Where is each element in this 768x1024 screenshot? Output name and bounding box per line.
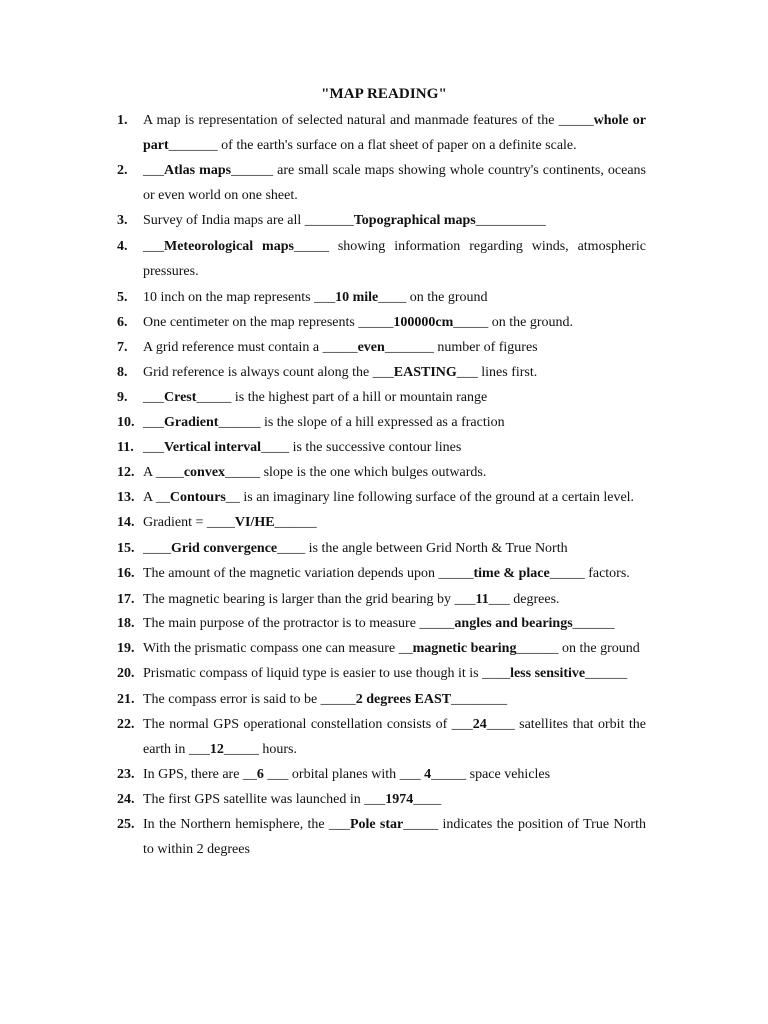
- answer: 6: [256, 767, 264, 782]
- question-text: In the Northern hemisphere, the ___Pole star_____ indicates the position of True North to within 2 degrees: [143, 817, 646, 857]
- question-number: 14.: [117, 515, 135, 530]
- answer: 12: [209, 742, 224, 757]
- question-text: The normal GPS operational constellation consists of ___24____ satellites that orbit the earth in ___12_____ hours.: [143, 717, 646, 757]
- question-text: In GPS, there are __6 ___ orbital planes with ___ 4_____ space vehicles: [143, 767, 551, 782]
- question-text: A grid reference must contain a _____even_______ number of figures: [143, 340, 538, 355]
- question-number: 9.: [117, 390, 128, 405]
- question-text: ___Atlas maps______ are small scale maps showing whole country's continents, oceans or even world on one sheet.: [143, 163, 646, 203]
- answer: 100000cm: [393, 315, 454, 330]
- question-text: 10 inch on the map represents ___10 mile____ on the ground: [143, 290, 488, 305]
- question-text: A ____convex_____ slope is the one which bulges outwards.: [143, 465, 487, 480]
- question-number: 6.: [117, 315, 128, 330]
- question-number: 13.: [117, 490, 135, 505]
- question-number: 15.: [117, 541, 135, 556]
- question-number: 18.: [117, 616, 135, 631]
- question-number: 3.: [117, 213, 128, 228]
- question-number: 25.: [117, 817, 135, 832]
- question-number: 10.: [117, 415, 135, 430]
- question-text: ____Grid convergence____ is the angle between Grid North & True North: [143, 541, 568, 556]
- question-text: One centimeter on the map represents _____100000cm_____ on the ground.: [143, 315, 574, 330]
- answer: Vertical interval: [164, 440, 262, 455]
- question-number: 11.: [117, 440, 134, 455]
- question-text: ___Meteorological maps_____ showing information regarding winds, atmospheric pressures.: [143, 239, 647, 279]
- question-text: A __Contours__ is an imaginary line following surface of the ground at a certain level.: [143, 490, 635, 505]
- question-number: 22.: [117, 717, 135, 732]
- question-number: 24.: [117, 792, 135, 807]
- answer: Contours: [169, 490, 226, 505]
- answer: 24: [472, 717, 487, 732]
- question-number: 20.: [117, 666, 135, 681]
- answer: VI/HE: [234, 515, 275, 530]
- answer: 4: [424, 767, 432, 782]
- question-number: 16.: [117, 566, 135, 581]
- question-text: The amount of the magnetic variation depends upon _____time & place_____ factors.: [143, 566, 630, 581]
- question-number: 8.: [117, 365, 128, 380]
- question-number: 5.: [117, 290, 128, 305]
- answer: convex: [183, 465, 226, 480]
- question-text: With the prismatic compass one can measure __magnetic bearing______ on the ground: [143, 641, 640, 656]
- question-text: ___Crest_____ is the highest part of a hill or mountain range: [143, 390, 488, 405]
- answer: 1974: [385, 792, 414, 807]
- answer: Atlas maps: [164, 163, 232, 178]
- question-text: Prismatic compass of liquid type is easier to use though it is ____less sensitive______: [143, 666, 628, 681]
- question-text: The main purpose of the protractor is to measure _____angles and bearings______: [143, 616, 615, 631]
- question-number: 2.: [117, 163, 128, 178]
- answer: Gradient: [164, 415, 219, 430]
- question-text: The magnetic bearing is larger than the grid bearing by ___11___ degrees.: [143, 592, 560, 607]
- answer: less sensitive: [510, 666, 586, 681]
- answer: Meteorological maps: [164, 239, 294, 254]
- answer: 10 mile: [335, 290, 379, 305]
- question-number: 19.: [117, 641, 135, 656]
- question-text: ___Vertical interval____ is the successive contour lines: [143, 440, 462, 455]
- answer: Topographical maps: [353, 213, 476, 228]
- answer: even: [357, 340, 385, 355]
- answer: EASTING: [393, 365, 457, 380]
- question-text: The compass error is said to be _____2 degrees EAST________: [143, 692, 508, 707]
- question-text: Grid reference is always count along the ___EASTING___ lines first.: [143, 365, 538, 380]
- answer: Crest: [164, 390, 197, 405]
- question-text: ___Gradient______ is the slope of a hill expressed as a fraction: [143, 415, 505, 430]
- question-number: 1.: [117, 113, 128, 128]
- question-text: Gradient = ____VI/HE______: [143, 515, 317, 530]
- question-number: 23.: [117, 767, 135, 782]
- question-number: 17.: [117, 592, 135, 607]
- page-title: "MAP READING": [321, 86, 447, 102]
- question-number: 4.: [117, 239, 128, 254]
- question-number: 21.: [117, 692, 135, 707]
- question-text: A map is representation of selected natural and manmade features of the _____whole or part_______ of the earth's surface on a flat sheet of paper on a definite scale.: [143, 113, 646, 153]
- question-text: The first GPS satellite was launched in ___1974____: [143, 792, 442, 807]
- question-number: 12.: [117, 465, 135, 480]
- question-number: 7.: [117, 340, 128, 355]
- question-text: Survey of India maps are all _______Topographical maps__________: [143, 213, 546, 228]
- answer: angles and bearings: [454, 616, 573, 631]
- answer: 11: [475, 592, 489, 607]
- answer: Grid convergence: [171, 541, 278, 556]
- answer: Pole star: [349, 817, 404, 832]
- answer: time & place: [473, 566, 550, 581]
- answer: 2 degrees EAST: [355, 692, 452, 707]
- answer: whole or part: [143, 113, 646, 153]
- answer: magnetic bearing: [412, 641, 517, 656]
